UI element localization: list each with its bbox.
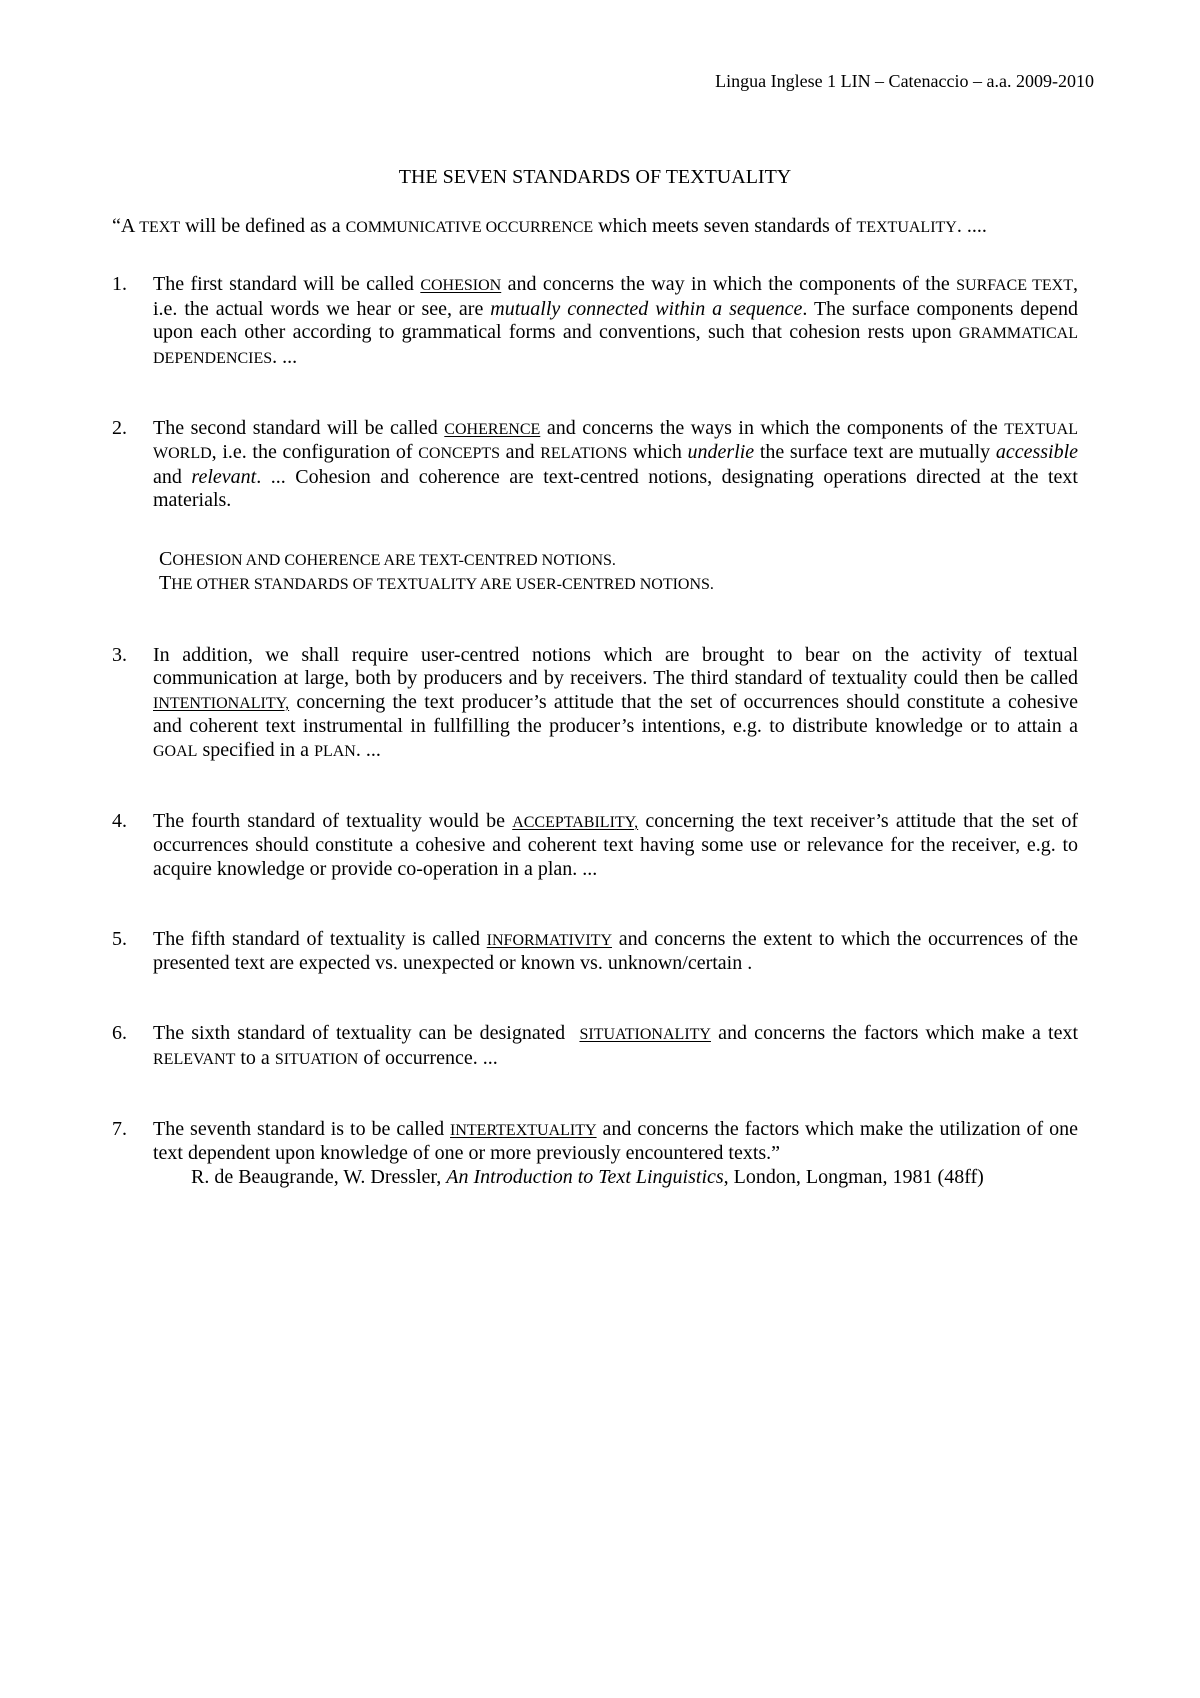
small-caps-term: TEXT: [139, 219, 181, 236]
item-text: [153, 1118, 1078, 1166]
underlined-key-term: COHERENCE: [444, 420, 541, 438]
item-text: [153, 810, 1078, 882]
underlined-key-term: INTERTEXTUALITY: [450, 1121, 597, 1139]
text-run: and concerns the factors which make the utilization of one text dependent upon knowledge of one or more previously encountered texts.”: [153, 1117, 1078, 1164]
item-text: [153, 1022, 1078, 1071]
text-run: and: [153, 465, 192, 488]
italic-phrase: accessible: [995, 441, 1078, 463]
small-caps-term: TEXTUALITY: [856, 219, 957, 236]
notion-line: COHESION AND COHERENCE ARE TEXT-CENTRED NOTIONS.: [159, 547, 616, 570]
item-number: 5.: [112, 927, 127, 950]
text-run: The seventh standard is to be called: [153, 1117, 451, 1140]
text-run: . ... Cohesion and coherence are text-centred notions, designating operations directed at the text materials.: [153, 465, 1078, 511]
list-item: [112, 1022, 1078, 1071]
item-number: 1.: [112, 273, 127, 295]
text-run: R. de Beaugrande, W. Dressler,: [191, 1165, 447, 1188]
text-run: will be defined as a: [180, 215, 346, 237]
item-text: [153, 417, 1078, 513]
small-caps-term: SITUATION: [274, 1050, 359, 1068]
list-item: [112, 928, 1078, 976]
item-number: 4.: [112, 809, 127, 832]
document-title: THE SEVEN STANDARDS OF TEXTUALITY: [398, 166, 792, 188]
italic-phrase: underlie: [687, 441, 755, 463]
text-run: concerning the text producer’s attitude that the set of occurrences should constitute a cohesive and coherent text instrumental in fullfilling the producer’s intentions, e.g. to distribute knowledge or to attain a: [153, 690, 1078, 737]
italic-phrase: relevant: [191, 465, 257, 488]
small-caps-term: TEXTUAL WORLD: [153, 420, 1078, 462]
item-number: 7.: [112, 1117, 127, 1140]
text-run: which: [627, 441, 688, 463]
text-run: . ....: [956, 215, 987, 237]
text-run: and concerns the ways in which the components of the: [540, 416, 1005, 439]
item-text-block: [153, 1118, 1078, 1190]
text-run: , i.e. the configuration of: [211, 441, 419, 463]
small-caps-term: GOAL: [153, 742, 198, 760]
underlined-key-term: INTENTIONALITY,: [153, 694, 290, 712]
text-run: In addition, we shall require user-centred notions which are brought to bear on the activity of textual communication at large, both by producers and by receivers. The third standard of textuality could then be called: [153, 643, 1078, 689]
list-item: [112, 644, 1078, 764]
text-run: , London, Longman, 1981 (48ff): [723, 1165, 984, 1188]
notions-block: [159, 548, 1078, 597]
small-caps-term: RELATIONS: [540, 445, 628, 462]
underlined-key-term: ACCEPTABILITY,: [512, 813, 639, 831]
text-run: The second standard will be called: [153, 416, 445, 439]
text-run: , i.e. the actual words we hear or see, are: [153, 273, 1078, 320]
text-run: the surface text are mutually: [754, 441, 996, 463]
text-run: and concerns the factors which make a text: [710, 1022, 1078, 1044]
document-body: [112, 166, 1078, 1189]
text-run: . The surface components depend upon each other according to grammatical forms and conventions, such that cohesion rests upon: [153, 297, 1079, 343]
text-run: concerning the text receiver’s attitude that the set of occurrences should constitute a cohesive and coherent text having some use or relevance for the receiver, e.g. to acquire knowledge or provide co-operation in a plan. ...: [153, 809, 1078, 880]
text-run: and: [500, 441, 541, 463]
small-caps-term: PLAN: [314, 742, 356, 760]
text-run: which meets seven standards of: [593, 215, 857, 237]
text-run: The fourth standard of textuality would be: [153, 809, 513, 832]
text-run: . ...: [272, 345, 298, 368]
text-run: The fifth standard of textuality is called: [153, 927, 487, 950]
list-item: [112, 417, 1078, 513]
small-caps-term: GRAMMATICAL DEPENDENCIES: [153, 325, 1078, 367]
intro-paragraph: [112, 215, 1078, 240]
list-item: [112, 273, 1078, 370]
citation: [153, 1166, 1078, 1190]
underlined-key-term: COHESION: [420, 277, 502, 294]
text-run: to a: [235, 1046, 275, 1069]
underlined-key-term: INFORMATIVITY: [486, 931, 612, 949]
running-header: Lingua Inglese 1 LIN – Catenaccio – a.a. 2009-2010: [715, 71, 1094, 91]
text-run: of occurrence. ...: [358, 1046, 498, 1069]
text-run: . ...: [355, 738, 381, 761]
item-text: [153, 273, 1078, 370]
text-run: “A: [112, 215, 140, 237]
small-caps-term: SURFACE TEXT: [956, 277, 1073, 294]
list-item: [112, 1118, 1078, 1190]
small-caps-term: CONCEPTS: [418, 445, 501, 462]
italic-phrase: mutually connected within a sequence: [490, 297, 803, 320]
text-run: The sixth standard of textuality can be designated: [153, 1022, 580, 1044]
text-run: The first standard will be called: [153, 273, 421, 295]
item-text: [153, 928, 1078, 976]
text-run: specified in a: [197, 738, 315, 761]
list-item: [112, 810, 1078, 882]
small-caps-term: COMMUNICATIVE OCCURRENCE: [345, 219, 594, 236]
text-run: and concerns the extent to which the occurrences of the presented text are expected vs. unexpected or known vs. unknown/certain .: [153, 927, 1078, 974]
item-number: 6.: [112, 1022, 127, 1044]
text-run: and concerns the way in which the components of the: [501, 273, 957, 295]
underlined-key-term: SITUATIONALITY: [579, 1026, 711, 1043]
small-caps-term: RELEVANT: [153, 1050, 236, 1068]
item-text: [153, 644, 1078, 764]
item-number: 2.: [112, 416, 127, 439]
item-number: 3.: [112, 643, 127, 666]
notion-line: THE OTHER STANDARDS OF TEXTUALITY ARE USER-CENTRED NOTIONS.: [159, 572, 714, 594]
italic-phrase: An Introduction to Text Linguistics: [446, 1165, 724, 1188]
